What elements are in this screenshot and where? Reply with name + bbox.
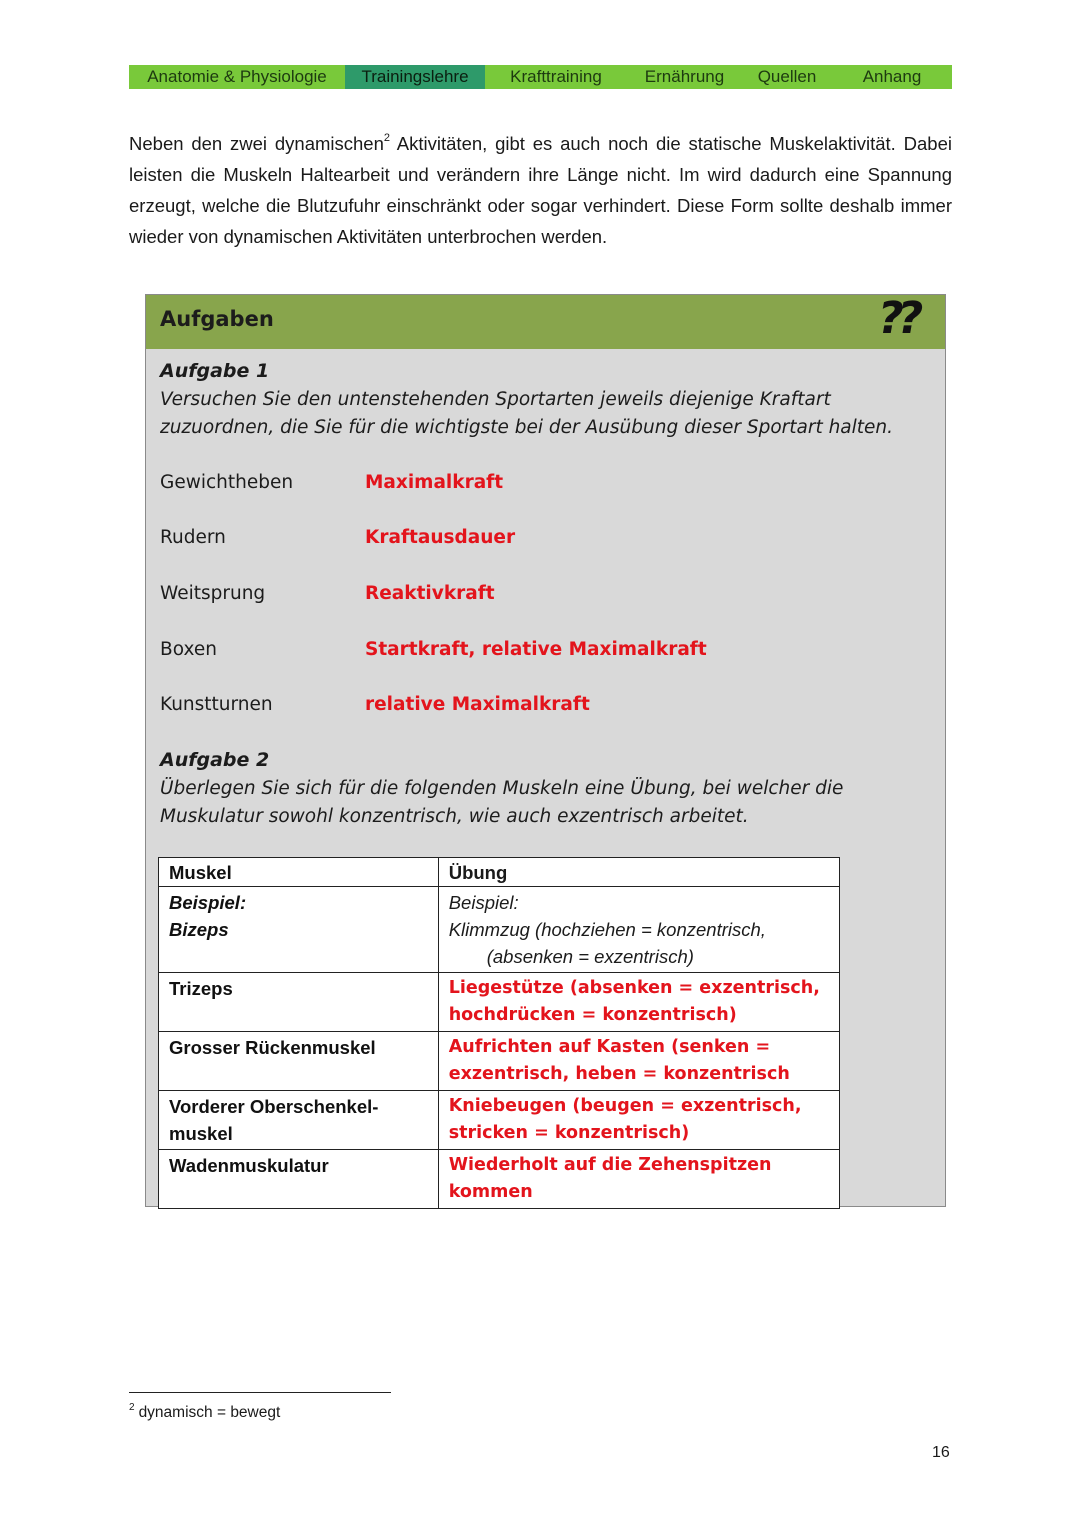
task-box-title: Aufgaben (160, 307, 274, 331)
example-uebung-line-1: Klimmzug (hochziehen = konzentrisch, (448, 919, 766, 940)
task-box-header (146, 295, 945, 349)
answer-line-2: hochdrücken = konzentrisch) (448, 1005, 737, 1025)
table-header-row (159, 858, 840, 887)
example-label: Beispiel: (169, 892, 247, 913)
intro-text-2: Aktivitäten, gibt es auch noch die statische Muskelaktivität. Dabei leisten die Muskeln Haltearbeit und verändern ihre Länge nicht. Im wird dadurch eine Spannung erzeugt, welche die Blutzufuhr einschränkt oder sogar verhindert. Diese Form sollte deshalb immer wieder von dynamischen Aktivitäten unterbrochen werden. (129, 133, 952, 247)
tab-krafttraining[interactable]: Krafttraining (510, 67, 602, 86)
table-row-example (159, 887, 840, 973)
sport-label: Gewichtheben (160, 472, 294, 493)
muskel-name: Vorderer Oberschenkel- (169, 1096, 379, 1117)
example-muskel: Bizeps (169, 919, 229, 940)
intro-text-1: Neben den zwei dynamischen (129, 133, 384, 154)
answer-line-2: exzentrisch, heben = konzentrisch (448, 1064, 790, 1084)
answer-cell (438, 1150, 839, 1209)
muskel-name: Trizeps (169, 978, 233, 999)
muskel-name: Grosser Rückenmuskel (169, 1037, 376, 1058)
header-muskel: Muskel (159, 858, 439, 887)
table-row (159, 1032, 840, 1091)
sport-answer: Startkraft, relative Maximalkraft (365, 639, 707, 660)
muskel-cell (159, 973, 439, 1032)
sport-answer: Reaktivkraft (365, 583, 495, 604)
answer-cell (438, 973, 839, 1032)
example-uebung-cell (438, 887, 839, 973)
page-number: 16 (932, 1444, 950, 1461)
task1-line-2: zuzuordnen, die Sie für die wichtigste bei der Ausübung dieser Sportart halten. (160, 417, 894, 438)
header-uebung: Übung (438, 858, 839, 887)
answer-line-1: Kniebeugen (beugen = exzentrisch, (448, 1096, 802, 1116)
sport-label: Weitsprung (160, 583, 266, 604)
answer-line-1: Liegestütze (absenken = exzentrisch, (448, 978, 820, 998)
chapter-nav (129, 65, 952, 89)
muscle-exercise-table (158, 857, 840, 1209)
question-marks-icon: ?? (873, 293, 922, 344)
footnote-ref: 2 (383, 132, 390, 144)
table-row (159, 1091, 840, 1150)
tab-anhang[interactable]: Anhang (862, 67, 922, 86)
sport-label: Rudern (160, 527, 226, 548)
footnote-text: dynamisch = bewegt (138, 1404, 281, 1421)
footnote-divider (129, 1392, 391, 1393)
example-uebung-line-2: (absenken = exzentrisch) (486, 946, 694, 967)
footnote-number: 2 (129, 1402, 135, 1413)
muskel-cell (159, 1091, 439, 1150)
tab-quellen[interactable]: Quellen (757, 67, 817, 86)
tab-trainingslehre[interactable]: Trainingslehre (345, 65, 485, 89)
task2-description (160, 775, 930, 831)
example-muskel-cell (159, 887, 439, 973)
example-uebung-label: Beispiel: (448, 892, 519, 913)
task2-line-1: Überlegen Sie sich für die folgenden Muskeln eine Übung, bei welcher die (160, 778, 844, 799)
task2-line-2: Muskulatur sowohl konzentrisch, wie auch exzentrisch arbeitet. (160, 806, 749, 827)
task1-line-1: Versuchen Sie den untenstehenden Sportarten jeweils diejenige Kraftart (160, 389, 831, 410)
task2-title: Aufgabe 2 (160, 749, 270, 771)
task1-title: Aufgabe 1 (160, 360, 270, 382)
sport-label: Kunstturnen (160, 694, 273, 715)
answer-line-2: stricken = konzentrisch) (448, 1123, 690, 1143)
tab-ernaehrung[interactable]: Ernährung (644, 67, 725, 86)
answer-cell (438, 1032, 839, 1091)
intro-paragraph (129, 128, 952, 252)
sport-label: Boxen (160, 639, 217, 660)
sport-answer: Maximalkraft (365, 472, 504, 493)
answer-line-2: kommen (448, 1182, 533, 1202)
footnote (129, 1404, 280, 1422)
muskel-cell (159, 1032, 439, 1091)
answer-line-1: Wiederholt auf die Zehenspitzen (448, 1155, 772, 1175)
muskel-name: Wadenmuskulatur (169, 1155, 329, 1176)
muskel-cell (159, 1150, 439, 1209)
table-row (159, 1150, 840, 1209)
table-row (159, 973, 840, 1032)
sport-answer: relative Maximalkraft (365, 694, 590, 715)
sport-answer: Kraftausdauer (365, 527, 516, 548)
muskel-name-line-2: muskel (169, 1123, 233, 1144)
answer-line-1: Aufrichten auf Kasten (senken = (448, 1037, 771, 1057)
task1-description (160, 386, 930, 442)
tab-anatomie-physiologie[interactable]: Anatomie & Physiologie (147, 67, 327, 86)
answer-cell (438, 1091, 839, 1150)
